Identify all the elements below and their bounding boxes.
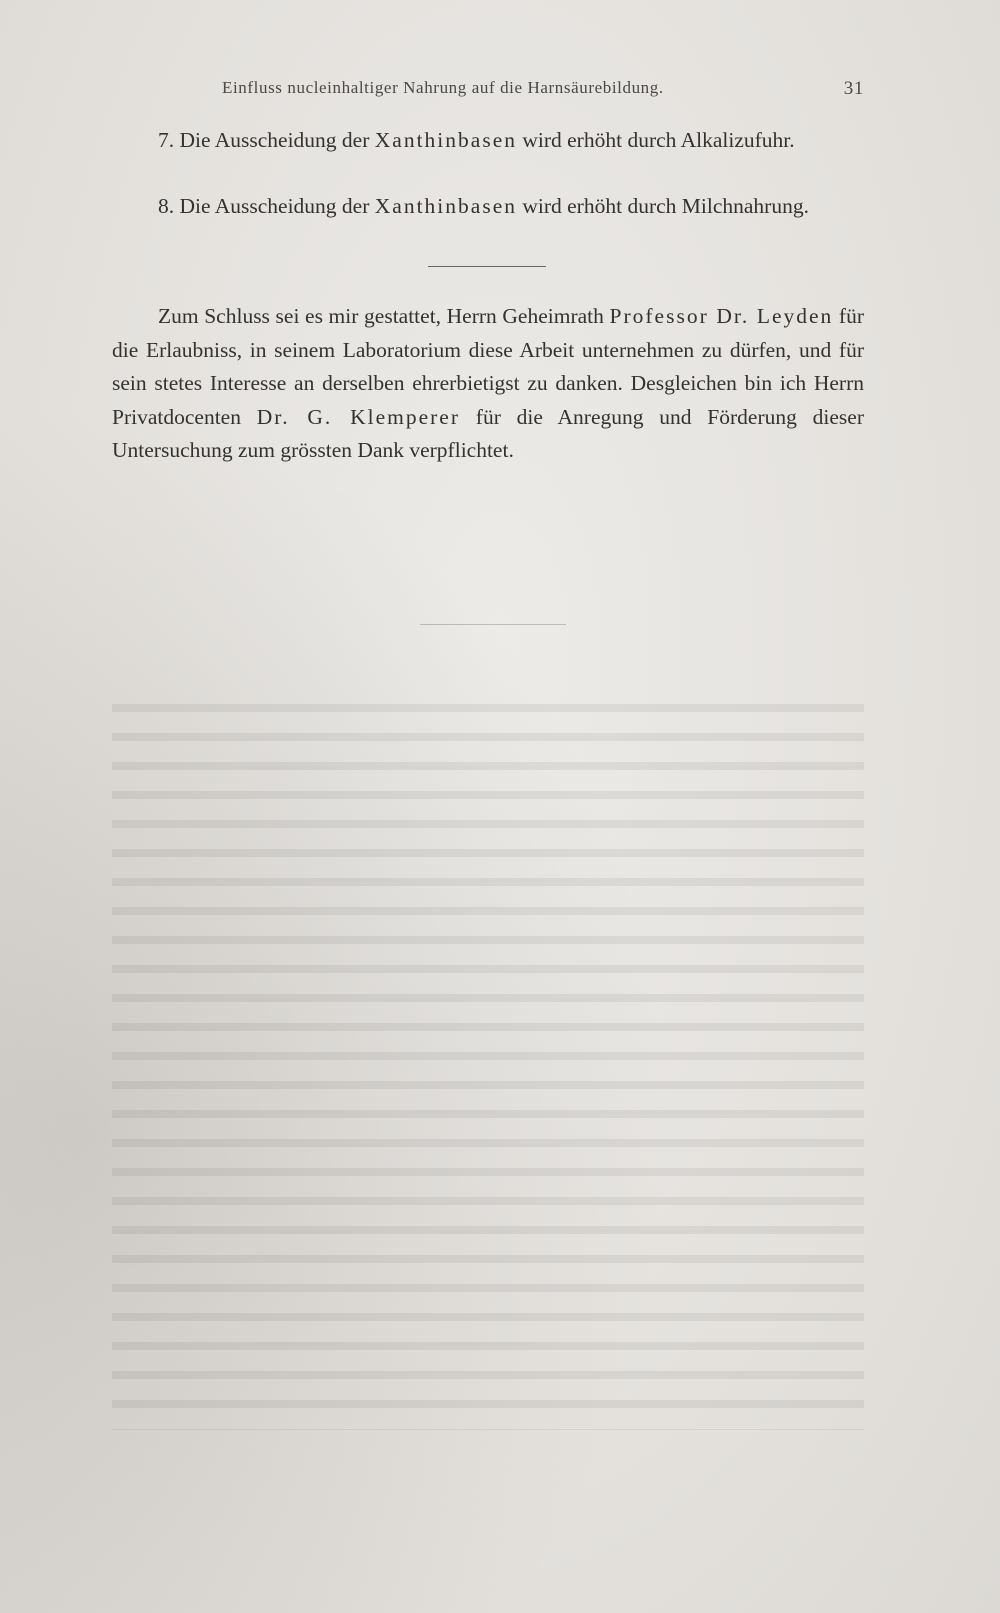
page-number: 31 xyxy=(843,78,864,99)
list-text-end: wird erhöht durch Milchnahrung. xyxy=(516,194,809,218)
ack-text-2: für die Erlaubniss, in seinem Laboratorium diese Arbeit unternehmen zu dürfen, und für sein stetes Interesse an derselben ehrerbietigst zu danken. Desgleichen bin ich Herrn Privatdocenten xyxy=(112,304,864,429)
list-emphasis: Xanthinbasen xyxy=(374,128,517,152)
ack-text-3: für die Anregung und Förderung dieser Untersuchung zum grössten Dank verpflichtet. xyxy=(112,404,864,462)
running-header xyxy=(112,78,864,104)
show-through-texture xyxy=(112,690,864,1430)
list-item xyxy=(112,190,864,224)
list-item-8 xyxy=(112,190,864,224)
ack-name-leyden: Professor Dr. Leyden xyxy=(609,304,834,328)
running-title: Einfluss nucleinhaltiger Nahrung auf die Harnsäurebildung. xyxy=(222,78,664,97)
list-item xyxy=(112,124,864,158)
list-text-end: wird erhöht durch Alkalizufuhr. xyxy=(516,128,795,152)
list-text: Die Ausscheidung der xyxy=(179,194,375,218)
list-item-7 xyxy=(112,124,864,158)
show-through-divider xyxy=(420,624,566,625)
list-number: 8. xyxy=(158,194,175,218)
ack-text-1: Zum Schluss sei es mir gestattet, Herrn Geheimrath xyxy=(158,304,610,328)
list-number: 7. xyxy=(158,128,175,152)
list-text: Die Ausscheidung der xyxy=(179,128,375,152)
acknowledgement-text xyxy=(112,300,864,468)
acknowledgement-paragraph xyxy=(112,300,864,468)
section-divider xyxy=(428,266,546,267)
list-emphasis: Xanthinbasen xyxy=(374,194,517,218)
ack-name-klemperer: Dr. G. Klemperer xyxy=(256,404,461,429)
